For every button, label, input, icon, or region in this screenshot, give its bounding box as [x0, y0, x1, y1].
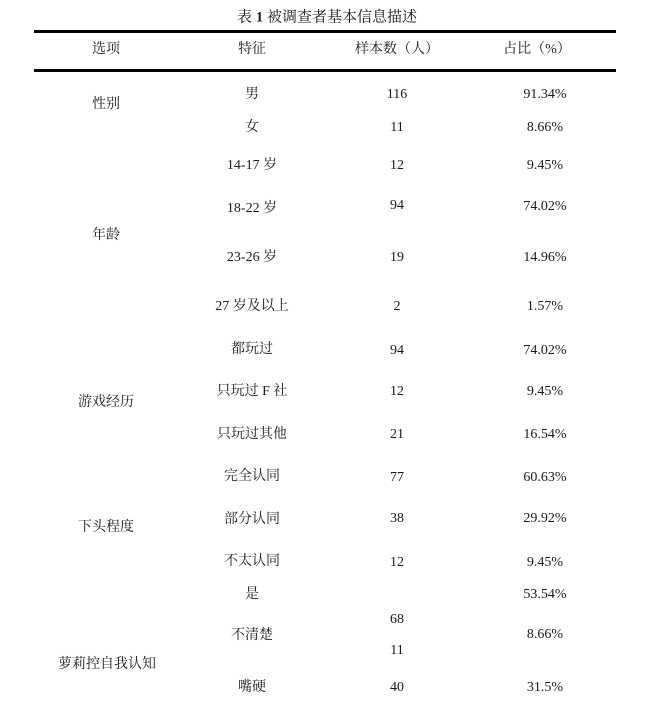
percent-cell: 91.34% — [523, 87, 567, 102]
percent-cell: 31.5% — [526, 680, 564, 695]
group-label: 萝莉控自我认知 — [58, 657, 156, 672]
feature-cell: 27 岁及以上 — [215, 299, 289, 314]
percent-cell: 60.63% — [523, 470, 567, 485]
percent-cell: 9.45% — [526, 555, 564, 570]
percent-cell: 9.45% — [526, 384, 564, 399]
percent-cell: 74.02% — [523, 199, 567, 214]
feature-cell: 嘴硬 — [238, 680, 266, 695]
header-option: 选项 — [92, 42, 120, 57]
feature-cell: 不太认同 — [224, 554, 280, 569]
feature-cell: 不清楚 — [231, 628, 273, 643]
header-percent: 占比（%） — [503, 42, 571, 57]
feature-cell: 完全认同 — [224, 469, 280, 484]
count-cell: 21 — [390, 427, 404, 442]
header-rule — [34, 69, 616, 72]
count-cell: 116 — [386, 87, 408, 102]
group-label: 性别 — [92, 97, 120, 112]
header-feature: 特征 — [238, 42, 266, 57]
group-label: 年龄 — [92, 228, 120, 243]
count-cell: 11 — [390, 643, 404, 658]
percent-cell: 53.54% — [523, 587, 567, 602]
feature-cell: 只玩过 F 社 — [216, 384, 288, 399]
percent-cell: 74.02% — [523, 343, 567, 358]
caption-text: 被调查者基本信息描述 — [267, 9, 418, 26]
count-cell: 12 — [390, 158, 404, 173]
count-cell: 2 — [393, 299, 401, 314]
group-label: 下头程度 — [78, 520, 134, 535]
feature-cell: 男 — [245, 87, 259, 102]
feature-cell: 都玩过 — [231, 342, 273, 357]
feature-cell: 18-22 岁 — [226, 201, 278, 216]
percent-cell: 16.54% — [523, 427, 567, 442]
count-cell: 19 — [390, 250, 404, 265]
count-cell: 77 — [390, 470, 404, 485]
percent-cell: 29.92% — [523, 511, 567, 526]
caption-number: 1 — [255, 9, 264, 26]
feature-cell: 部分认同 — [224, 512, 280, 527]
caption-prefix: 表 — [236, 9, 252, 26]
table-caption — [237, 6, 417, 27]
count-cell: 38 — [390, 511, 404, 526]
count-cell: 12 — [390, 384, 404, 399]
header-count: 样本数（人） — [355, 42, 439, 57]
feature-cell: 女 — [245, 120, 259, 135]
percent-cell: 8.66% — [526, 627, 564, 642]
count-cell: 68 — [390, 612, 404, 627]
feature-cell: 只玩过其他 — [217, 427, 287, 442]
count-cell: 94 — [390, 343, 404, 358]
feature-cell: 23-26 岁 — [226, 250, 278, 265]
top-rule — [34, 30, 616, 33]
count-cell: 12 — [390, 555, 404, 570]
feature-cell: 14-17 岁 — [226, 158, 278, 173]
percent-cell: 9.45% — [526, 158, 564, 173]
percent-cell: 1.57% — [526, 299, 564, 314]
count-cell: 94 — [390, 198, 404, 213]
percent-cell: 14.96% — [523, 250, 567, 265]
count-cell: 40 — [390, 680, 404, 695]
feature-cell: 是 — [245, 587, 259, 602]
percent-cell: 8.66% — [526, 120, 564, 135]
count-cell: 11 — [390, 120, 404, 135]
group-label: 游戏经历 — [78, 395, 134, 410]
